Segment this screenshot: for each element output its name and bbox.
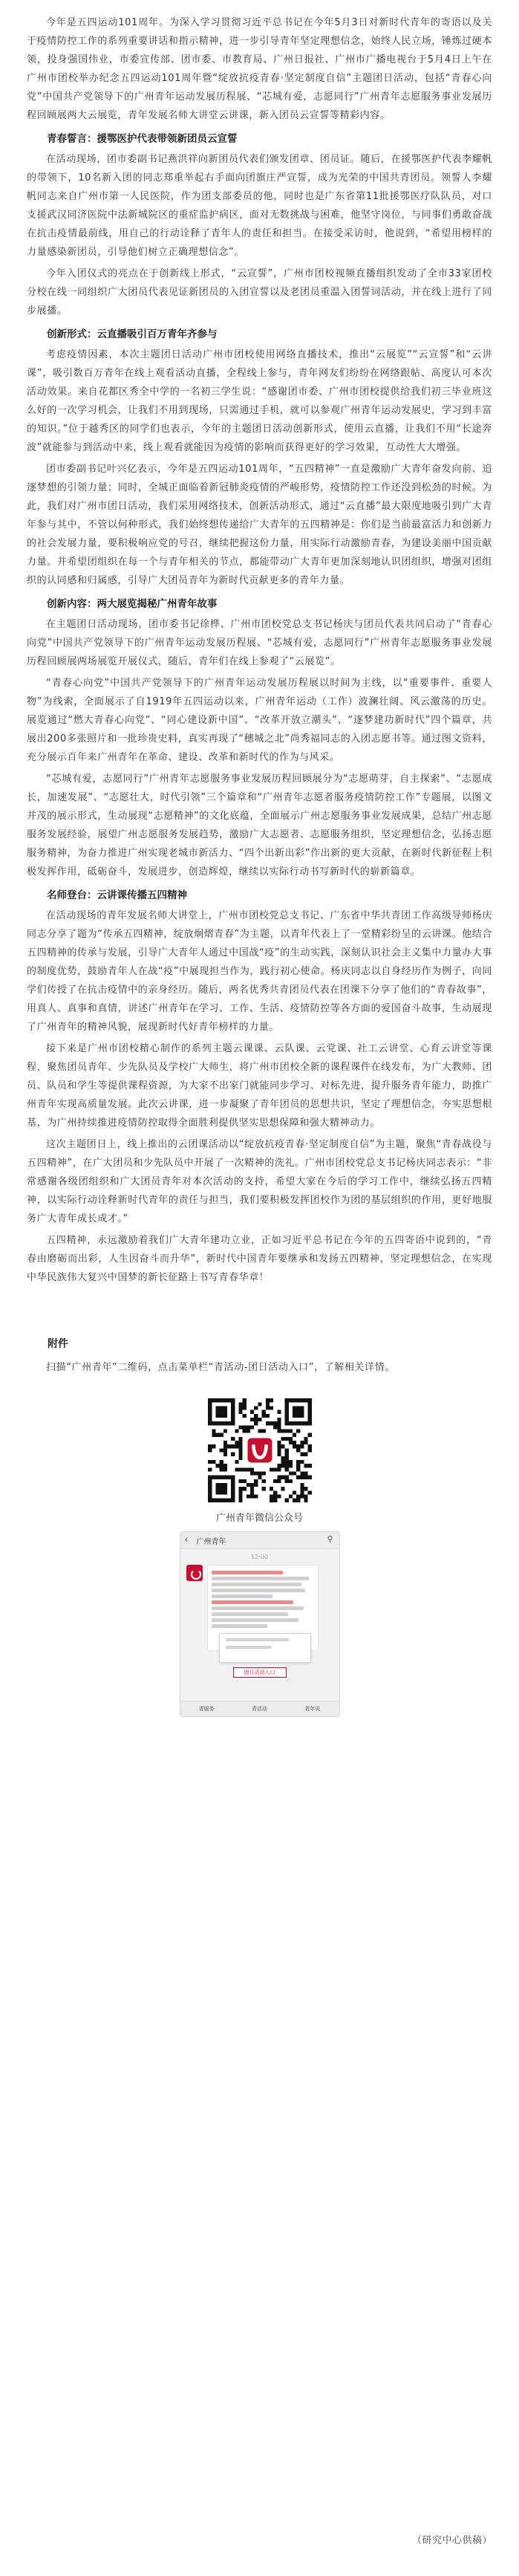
person-icon: ⚲ [327, 1534, 333, 1544]
section-paragraph: “芯城有爱，志愿同行”广州青年志愿服务事业发展历程回顾展分为“志愿萌芽，自主探索”、“志愿成长，加速发展”、“志愿壮大，时代引领”三个篇章和“广州青年志愿者服务疫情防控工作”专题展，以图文并茂的展示形式，生动展现“志愿精神”的文化底蕴，全面展示广州志愿服务事业发展成果，总结广州志愿服务发展经验，展望广州志愿服务发展趋势，激励广大志愿者、志愿服务组织，坚定理想信念，弘扬志愿服务精神，为奋力推进广州实现老城市新活力、“四个出新出彩”作出新的更大贡献，在新时代新征程上积极发挥作用，砥砺奋斗，发展进步，创造辉煌，继续以实际行动书写新时代的崭新篇章。 [27, 773, 492, 877]
menu-tab-talk[interactable]: 青年说 [304, 1706, 321, 1712]
phone-time: 12:00 [250, 1554, 269, 1560]
phone-header [180, 1532, 339, 1549]
qr-code-image [204, 1395, 316, 1506]
menu-tab-activity[interactable]: 青活动 [251, 1706, 267, 1712]
menu-tab-service[interactable]: 青服务 [198, 1706, 215, 1712]
source-credit: （研究中心供稿） [411, 2535, 492, 2546]
section-heading-text: 云讲课传播五四精神 [97, 889, 187, 901]
attachment-title: 附件 [48, 1338, 68, 1350]
article-body [27, 13, 492, 1717]
phone-header-title: 广州青年 [196, 1538, 226, 1546]
back-arrow-icon: ‹ [184, 1534, 189, 1545]
section-heading-key: 创新内容： [47, 598, 97, 610]
section-paragraph: 接下来是广州市团校精心制作的系列主题云课课、云队课、云党课、社工云讲堂、心育云讲堂等课程，聚焦团员青年、少先队员及学校广大师生，将广州市团校全新的课程课件在线发布，为广大教师、团员、队员和学生等提供课程资源，为大家不出家门就能同步学习、对标先进，提升服务青年能力，助推广州青年实现高质量发展。此次云讲课，进一步凝聚了青年团员的思想共识，坚定了理想信念，夯实思想根基，为广州持续推进疫情防控取得全面胜利提供坚实思想保障和强大精神动力。 [27, 1043, 492, 1129]
section-paragraph: 五四精神，永远激励着我们广大青年建功立业，正如习近平总书记在今年的五四寄语中说到的，“青春由磨砺而出彩，人生因奋斗而升华”，新时代中国青年要继承和发扬五四精神，坚定理想信念，在实现中华民族伟大复兴中国梦的新长征路上书写青春华章！ [27, 1235, 492, 1283]
phone-message [186, 1565, 333, 1654]
section-paragraph: 团市委副书记叶兴亿表示，今年是五四运动101周年，“五四精神”一直是激励广大青年奋发向前、追逐梦想的引领力量；同时，全城正面临着新冠肺炎疫情的严峻形势，疫情防控工作还没到松劲的时候。为此，我们对广州市团日活动，我们采用网络技术，创新活动形式，通过“云直播”最大限度地吸引到广大青年参与其中，不管以何种形式，我们始终想传递给广大青年的五四精神是：你们是当前最富活力和创新力的社会发展力量，要积极响应党的号召，继续把握这份力量，用实际行动激励青春，为建设美丽中国贡献力量。并希望团组织在每一个与青年相关的节点，都能带动广大青年更加深刻地认识团组织，增强对团组织的认同感和归属感，引导广大团员青年为新时代贡献更多的青年力量。 [27, 464, 492, 586]
section-heading-key: 创新形式： [47, 328, 97, 340]
section-heading-text: 云直播吸引百万青年齐参与 [97, 328, 218, 340]
section-paragraph: 考虑疫情因素，本次主题团日活动广州市团校使用网络直播技术，推出“云展览”“云宣誓”和“云讲课”，吸引数百万青年在线上观看活动直播，全程线上参与，青年网友们纷纷在网络跟帖、高度认可本次活动效果。来自花都区秀全中学的一名初三学生说：“感谢团市委、广州市团校提供给我们初三毕业班这么好的一次学习机会，让我们不用到现场，只需通过手机，就可以参观广州青年运动发展史，学习到丰富的知识。”位于越秀区的同学们也表示，今年的主题团日活动创新形式，使用云直播，让我们不用“长途奔波”就能参与到活动中来，线上观看就能因为疫情的影响而获得更好的学习效果，互动性大大增强。 [27, 349, 492, 453]
section-paragraph: 在活动现场的青年发展名师大讲堂上，广州市团校党总支书记、广东省中华共青团工作高级导师杨庆同志分享了题为“传承五四精神，绽放炯熠青春”为主题，以青年代表上了一堂精彩纷呈的云讲课。他结合五四精神的传承与发展，引导广大青年人通过中国战“疫”的生动实践，深刻认识社会主义集中力量办大事的制度优势，鼓励青年人在战“疫”中展现担当作为，践行初心使命。杨庆同志以自身经历作为例子，向同学们传授了在抗击疫情中的亲身经历。随后，两名优秀共青团员代表在团课下分享了他们的“青春故事”，用真人、真事和真情，讲述广州青年在学习、工作、生活、疫情防控等各方面的爱国奋斗故事，生动展现了广州青年的精神风貌，展现新时代好青年榜样的力量。 [27, 910, 492, 1033]
section-heading-key: 青春誓言： [47, 133, 97, 145]
attachment-text: 扫描“广州青年”二维码，点击菜单栏“青活动-团日活动入口”，了解相关详情。 [46, 1362, 395, 1373]
section-heading-text: 援鄂医护代表带领新团员云宣誓 [97, 133, 238, 145]
qr-code-block [204, 1395, 316, 1527]
phone-menu-bar [180, 1701, 339, 1716]
phone-screenshot [180, 1531, 340, 1717]
section-heading-3 [27, 594, 492, 614]
section-heading-4 [27, 886, 492, 905]
section-paragraph: 这次主题团日上，线上推出的云团课活动以“绽放抗疫青春·坚定制度自信”为主题，聚焦“青春战役与五四精神”，在广大团员和少先队员中开展了一次精神的洗礼。广州市团校党总支书记杨庆同志表示：“非常感谢各级团组织和广大团员青年对本次活动的支持，希望大家在今后的学习工作中，继续弘扬五四精神，以实际行动诠释新时代青年的责任与担当，我们要积极发挥团校作为团的基层组织的作用，更好地服务广大青年成长成才。” [27, 1139, 492, 1224]
section-heading-1 [27, 129, 492, 149]
intro-paragraph: 今年是五四运动101周年。为深入学习贯彻习近平总书记在今年5月3日对新时代青年的寄语以及关于疫情防控工作的系列重要讲话和指示精神，进一步引导青年坚定理想信念，始终人民立场，锤炼过硬本领，投身强国伟业，市委宣传部、团市委、市教育局、广州日报社、广州市广播电视台于5月4日上午在广州市团校举办纪念五四运动101周年暨“绽放抗疫青春·坚定制度自信”主题团日活动，包括“青春心向党”中国共产党领导下的广州青年运动发展历程展、“芯城有爱，志愿同行”广州青年志愿服务事业发展历程回顾展两大云展览，青年发展名师大讲堂云讲课，新入团员云宣誓等精彩内容。 [27, 17, 492, 121]
menu-popup [219, 1633, 311, 1663]
qr-caption: 广州青年微信公众号 [215, 1513, 303, 1524]
account-avatar [186, 1565, 203, 1581]
section-heading-2 [27, 325, 492, 344]
section-paragraph: 在活动现场，团市委副书记燕洪祥向新团员代表们颁发团章、团员证。随后，在援鄂医护代表李耀帆的带领下，10名新入团的同志郑重举起右手面向团旗庄严宣誓，成为光荣的中国共青团员。领誓人李耀帆同志来自广州市第一人民医院，作为团支部委员的他，同时也是广东省第11批援鄂医疗队队员，对口支援武汉同济医院中法新城院区的重症监护病区，面对无数挑战与困难，他坚守岗位，与同事们勇敢奋战在抗击疫情最前线，用自己的行动诠释了青年人的责任和担当。在接受采访时，他说到，“希望用榜样的力量感染新团员，引导他们树立正确理想信念”。 [27, 154, 492, 258]
activity-entry-button[interactable]: 团日活动入口 [233, 1667, 287, 1678]
section-heading-text: 两大展览揭秘广州青年故事 [97, 598, 218, 610]
section-paragraph: 在主题团日活动现场，团市委书记徐桦、广州市团校党总支书记杨庆与团员代表共同启动了“青春心向党”中国共产党领导下的广州青年运动发展历程展、“芯城有爱，志愿同行”广州青年志愿服务事业发展历程回顾展两场展览开展仪式，随后，青年们在线上参观了“云展览”。 [27, 619, 492, 667]
section-paragraph: “青春心向党”中国共产党领导下的广州青年运动发展历程展以时间为主线，以“重要事件、重要人物”为线索，全面展示了自1919年五四运动以来，广州青年运动（工作）波澜壮阔、风云激荡的历史。展览通过“燃大青春心向党”、“同心建设新中国”、“改革开放立潮头”、“逐梦建功新时代”四个篇章，共展出200多张照片和一批珍贵史料，真实再现了“穗城之北”尚秀福同志的入团志愿书等。通过图文资料，充分展示百年来广州青年在革命、建设、改革和新时代的作为与风采。 [27, 678, 492, 763]
section-paragraph: 今年入团仪式的亮点在于创新线上形式，“云宣誓”，广州市团校视频直播组织发动了全市33家团校分校在线一同组织广大团员代表见证新团员的入团宣誓以及老团员重温入团誓词活动，并在线上进行了同步展播。 [27, 268, 492, 317]
section-heading-key: 名师登台： [47, 889, 97, 901]
